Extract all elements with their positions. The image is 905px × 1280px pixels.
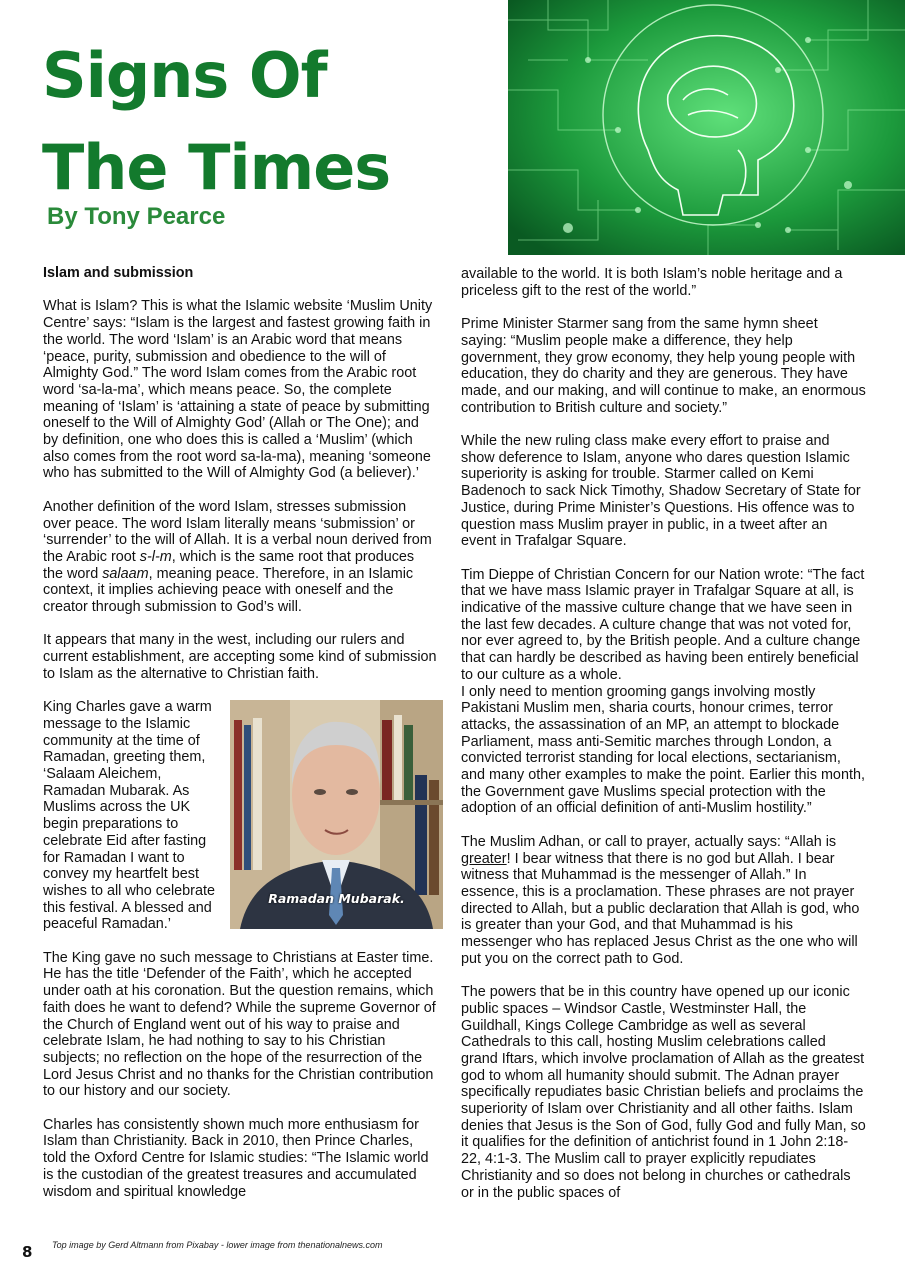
hero-image	[508, 0, 905, 255]
text-span: The Muslim Adhan, or call to prayer, actually says: “Allah is	[461, 833, 837, 850]
section-heading: Islam and submission	[43, 265, 194, 281]
king-charles-block	[43, 699, 438, 933]
paragraph: King Charles gave a warm message to the Islamic community at the time of Ramadan, greeting them, ‘Salaam Aleichem, Ramadan Mubarak. As Muslims across the UK begin preparations to celebrate Eid after fasting for Ramadan I want to convey my heartfelt best wishes to all who celebrate this festival. A blessed and peaceful Ramadan.’	[43, 699, 215, 933]
paragraph	[43, 499, 438, 616]
text-span: Another definition of the word Islam, stresses submission over peace. The word Islam literally means ‘submission’ or ‘surrender’ to the will of Allah. It is a verbal noun derived from the Arabic root	[43, 498, 432, 565]
italic-term: s-l-m	[139, 548, 172, 565]
image-credit: Top image by Gerd Altmann from Pixabay - lower image from thenationalnews.com	[52, 1240, 383, 1250]
left-column	[43, 265, 438, 1200]
paragraph: The King gave no such message to Christians at Easter time. He has the title ‘Defender of the Faith’, which he accepted under oath at his coronation. But the question remains, which faith does he want to defend? While the supreme Governor of the Church of England went out of his way to praise and celebrate Islam, he had nothing to say to his Christian subjects; no reflection on the hope of the resurrection of the Lord Jesus Christ and no thanks for the Christian contribution to our history and our society.	[43, 949, 436, 1100]
byline: By Tony Pearce	[47, 203, 226, 230]
paragraph: It appears that many in the west, including our rulers and current establishment, are accepting some kind of submission to Islam as the alternative to Christian faith.	[43, 632, 437, 682]
italic-term: salaam	[102, 565, 149, 582]
underlined-term: greater	[461, 850, 507, 867]
title-line-1: Signs Of	[42, 39, 327, 112]
paragraph: I only need to mention grooming gangs involving mostly Pakistani Muslim men, sharia courts, honour crimes, terror attacks, the assassination of an MP, an attempt to blockade Parliament, mass anti-Semitic marches through London, a convicted terrorist standing for local elections, sectarianism, and many other examples to make the point. Earlier this month, the Government gave Muslims special protection with the adoption of an official definition of anti-Muslim hostility.”	[461, 683, 865, 817]
ai-brain-circuit-image	[508, 0, 905, 255]
title-line-2: The Times	[42, 131, 391, 204]
paragraph: While the new ruling class make every effort to praise and show deference to Islam, anyone who dares question Islamic superiority is asking for trouble. Starmer called on Kemi Badenoch to sack Nick Timothy, Shadow Secretary of State for Justice, during Prime Minister’s Questions. His offence was to question mass Muslim prayer in public, in a tweet after an event in Trafalgar Square.	[461, 433, 861, 550]
paragraph: Tim Dieppe of Christian Concern for our Nation wrote: “The fact that we have mass Islamic prayer in Trafalgar Square at all, is indicative of the massive culture change that we have seen in the last few decades. A culture change that was not voted for, nor ever agreed to, by the British people. And a culture change that can hardly be described as having been entirely beneficial to our culture as a whole.	[461, 566, 865, 683]
photo-caption: Ramadan Mubarak.	[268, 890, 405, 906]
paragraph: The powers that be in this country have opened up our iconic public spaces – Windsor Castle, Westminster Hall, the Guildhall, Kings College Cambridge as well as several Cathedrals to this call, hosting Muslim celebrations called grand Iftars, which involve proclamation of Allah as the greatest god to whom all humanity should submit. The Adnan prayer specifically repudiates basic Christian beliefs and proclaims the superiority of Islam over Christianity and all other faiths. Islam denies that Jesus is the Son of God, fully God and fully Man, so it qualifies for the definition of antichrist found in 1 John 2:18-22, 4:1-3. The Muslim call to prayer explicitly repudiates Christianity and so does not belong in churches or cathedrals or in the public spaces of	[461, 984, 866, 1201]
king-charles-photo	[230, 700, 443, 929]
paragraph	[461, 834, 866, 968]
paragraph: available to the world. It is both Islam’s noble heritage and a priceless gift to the rest of the world.”	[461, 266, 843, 299]
page-number: 8	[22, 1243, 33, 1261]
text-span: , which is the same root that produces the word	[43, 548, 415, 582]
right-column	[461, 266, 866, 1201]
paragraph: Prime Minister Starmer sang from the same hymn sheet saying: “Muslim people make a difference, they help government, they grow economy, they help young people with education, they do charity and they are generous. They have made, and our making, and will continue to make, an enormous contribution to British culture and society.”	[461, 316, 866, 416]
paragraph: What is Islam? This is what the Islamic website ‘Muslim Unity Centre’ says: “Islam is the largest and fastest growing faith in the world. The word ‘Islam’ is an Arabic word that means ‘peace, purity, submission and obedience to the will of Almighty God.” The word Islam comes from the Arabic root word ‘sa-la-ma’, which means peace. So, the complete meaning of ‘Islam’ is ‘attaining a state of peace by submitting oneself to the Will of Almighty God’ (Allah or The One); and by definition, one who does this is called a ‘Muslim’ (which also comes from the root word sa-la-ma), meaning ‘someone who has submitted to the Will of Almighty God (a believer).’	[43, 298, 433, 482]
text-span: ! I bear witness that there is no god but Allah. I bear witness that Muhammad is the messenger of Allah.” In essence, this is a proclamation. These phrases are not prayer directed to Allah, but a public declaration that Allah is god, who is greater than your God, and that Muhammad is his messenger who has replaced Jesus Christ as the one who will put you on the correct path to God.	[461, 850, 860, 967]
text-span: , meaning peace. Therefore, in an Islamic context, it implies achieving peace with oneself and the creator through submission to God’s will.	[43, 565, 414, 616]
article-title	[42, 30, 390, 214]
paragraph: Charles has consistently shown much more enthusiasm for Islam than Christianity. Back in 2010, then Prince Charles, told the Oxford Centre for Islamic studies: “The Islamic world is the custodian of the greatest treasures and accumulated wisdom and spiritual knowledge	[43, 1116, 429, 1200]
